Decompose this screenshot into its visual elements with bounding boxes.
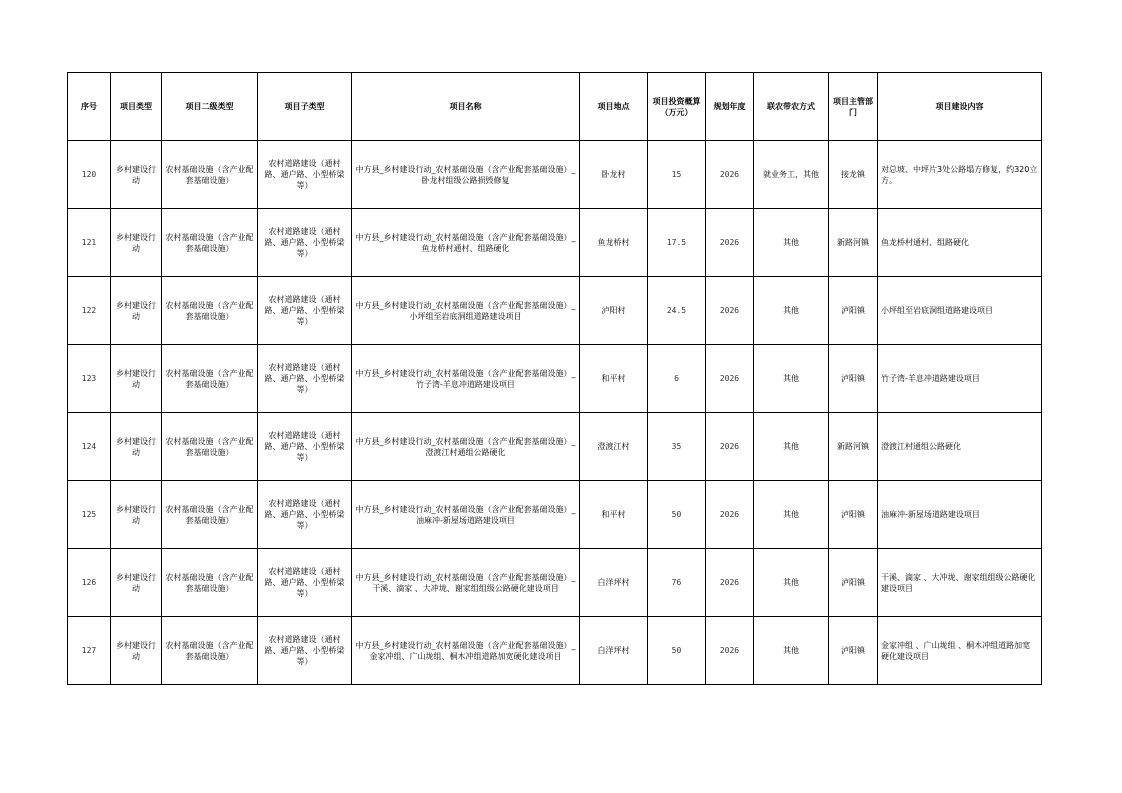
cell-investment: 24.5: [648, 277, 706, 345]
cell-department: 接龙镇: [829, 141, 878, 209]
cell-secondary-type: 农村基础设施（含产业配套基础设施）: [162, 277, 258, 345]
header-index: 序号: [68, 73, 111, 141]
cell-plan-year: 2026: [706, 345, 754, 413]
cell-location: 澄渡江村: [580, 413, 648, 481]
table-row: [68, 413, 1042, 481]
cell-content: 鱼龙桥村通村、组路硬化: [878, 209, 1042, 277]
cell-sub-type: 农村道路建设（通村路、通户路、小型桥梁等）: [258, 209, 352, 277]
cell-investment: 15: [648, 141, 706, 209]
cell-content: 澄渡江村通组公路硬化: [878, 413, 1042, 481]
cell-sub-type: 农村道路建设（通村路、通户路、小型桥梁等）: [258, 549, 352, 617]
cell-project-name: 中方县_乡村建设行动_农村基础设施（含产业配套基础设施）_竹子湾-羊息冲道路建设项目: [352, 345, 580, 413]
cell-project-type: 乡村建设行动: [111, 549, 162, 617]
cell-project-name: 中方县_乡村建设行动_农村基础设施（含产业配套基础设施）_鱼龙桥村通村、组路硬化: [352, 209, 580, 277]
cell-index: 127: [68, 617, 111, 685]
cell-department: 泸阳镇: [829, 617, 878, 685]
cell-farmer-link: 其他: [754, 413, 829, 481]
cell-plan-year: 2026: [706, 481, 754, 549]
table-row: [68, 209, 1042, 277]
cell-content: 金家冲组 、广山垅组 、桐木冲组道路加宽硬化建设项目: [878, 617, 1042, 685]
table-row: [68, 617, 1042, 685]
project-table: [67, 72, 1042, 685]
cell-department: 新路河镇: [829, 209, 878, 277]
header-department: 项目主管部门: [829, 73, 878, 141]
cell-secondary-type: 农村基础设施（含产业配套基础设施）: [162, 617, 258, 685]
table-row: [68, 141, 1042, 209]
cell-project-name: 中方县_乡村建设行动_农村基础设施（含产业配套基础设施）_油麻冲-新屋场道路建设项目: [352, 481, 580, 549]
cell-department: 泸阳镇: [829, 277, 878, 345]
cell-location: 白洋坪村: [580, 549, 648, 617]
cell-content: 干溪、滴家 、大冲垅、谢家组组级公路硬化建设项目: [878, 549, 1042, 617]
cell-sub-type: 农村道路建设（通村路、通户路、小型桥梁等）: [258, 617, 352, 685]
cell-farmer-link: 其他: [754, 481, 829, 549]
cell-content: 对总坡、中坪片3处公路塌方修复，约320立方。: [878, 141, 1042, 209]
cell-sub-type: 农村道路建设（通村路、通户路、小型桥梁等）: [258, 345, 352, 413]
header-row: [68, 73, 1042, 141]
cell-project-name: 中方县_乡村建设行动_农村基础设施（含产业配套基础设施）_金家冲组、广山垅组、桐木冲组道路加宽硬化建设项目: [352, 617, 580, 685]
table-row: [68, 277, 1042, 345]
header-plan-year: 规划年度: [706, 73, 754, 141]
cell-project-name: 中方县_乡村建设行动_农村基础设施（含产业配套基础设施）_澄渡江村通组公路硬化: [352, 413, 580, 481]
cell-secondary-type: 农村基础设施（含产业配套基础设施）: [162, 141, 258, 209]
cell-project-name: 中方县_乡村建设行动_农村基础设施（含产业配套基础设施）_卧龙村组级公路损毁修复: [352, 141, 580, 209]
cell-sub-type: 农村道路建设（通村路、通户路、小型桥梁等）: [258, 141, 352, 209]
cell-content: 竹子湾-羊息冲道路建设项目: [878, 345, 1042, 413]
cell-secondary-type: 农村基础设施（含产业配套基础设施）: [162, 209, 258, 277]
cell-plan-year: 2026: [706, 277, 754, 345]
cell-location: 鱼龙桥村: [580, 209, 648, 277]
cell-farmer-link: 其他: [754, 277, 829, 345]
cell-department: 泸阳镇: [829, 549, 878, 617]
cell-location: 和平村: [580, 345, 648, 413]
cell-project-type: 乡村建设行动: [111, 413, 162, 481]
cell-investment: 50: [648, 481, 706, 549]
table-row: [68, 345, 1042, 413]
cell-project-type: 乡村建设行动: [111, 617, 162, 685]
cell-sub-type: 农村道路建设（通村路、通户路、小型桥梁等）: [258, 277, 352, 345]
header-content: 项目建设内容: [878, 73, 1042, 141]
cell-project-name: 中方县_乡村建设行动_农村基础设施（含产业配套基础设施）_干溪、滴家 、大冲垅、谢家组组级公路硬化建设项目: [352, 549, 580, 617]
header-secondary-type: 项目二级类型: [162, 73, 258, 141]
cell-location: 泸阳村: [580, 277, 648, 345]
cell-secondary-type: 农村基础设施（含产业配套基础设施）: [162, 549, 258, 617]
cell-department: 新路河镇: [829, 413, 878, 481]
cell-plan-year: 2026: [706, 617, 754, 685]
cell-content: 油麻冲-新屋场道路建设项目: [878, 481, 1042, 549]
cell-project-type: 乡村建设行动: [111, 141, 162, 209]
header-project-name: 项目名称: [352, 73, 580, 141]
cell-investment: 35: [648, 413, 706, 481]
cell-farmer-link: 其他: [754, 617, 829, 685]
cell-index: 125: [68, 481, 111, 549]
cell-sub-type: 农村道路建设（通村路、通户路、小型桥梁等）: [258, 481, 352, 549]
table-row: [68, 481, 1042, 549]
cell-project-type: 乡村建设行动: [111, 277, 162, 345]
cell-secondary-type: 农村基础设施（含产业配套基础设施）: [162, 345, 258, 413]
header-farmer-link: 联农带农方式: [754, 73, 829, 141]
cell-plan-year: 2026: [706, 209, 754, 277]
cell-index: 126: [68, 549, 111, 617]
header-location: 项目地点: [580, 73, 648, 141]
cell-secondary-type: 农村基础设施（含产业配套基础设施）: [162, 481, 258, 549]
cell-index: 124: [68, 413, 111, 481]
cell-project-name: 中方县_乡村建设行动_农村基础设施（含产业配套基础设施）_小坪组至岩底洞组道路建设项目: [352, 277, 580, 345]
cell-project-type: 乡村建设行动: [111, 345, 162, 413]
cell-plan-year: 2026: [706, 141, 754, 209]
cell-investment: 76: [648, 549, 706, 617]
header-investment: 项目投资概算（万元）: [648, 73, 706, 141]
header-project-type: 项目类型: [111, 73, 162, 141]
cell-department: 泸阳镇: [829, 345, 878, 413]
cell-index: 122: [68, 277, 111, 345]
cell-plan-year: 2026: [706, 549, 754, 617]
cell-farmer-link: 就业务工，其他: [754, 141, 829, 209]
cell-farmer-link: 其他: [754, 549, 829, 617]
cell-project-type: 乡村建设行动: [111, 481, 162, 549]
cell-department: 泸阳镇: [829, 481, 878, 549]
cell-investment: 17.5: [648, 209, 706, 277]
cell-location: 白洋坪村: [580, 617, 648, 685]
cell-location: 卧龙村: [580, 141, 648, 209]
cell-farmer-link: 其他: [754, 209, 829, 277]
cell-content: 小坪组至岩底洞组道路建设项目: [878, 277, 1042, 345]
cell-location: 和平村: [580, 481, 648, 549]
header-sub-type: 项目子类型: [258, 73, 352, 141]
table-row: [68, 549, 1042, 617]
cell-index: 123: [68, 345, 111, 413]
cell-farmer-link: 其他: [754, 345, 829, 413]
cell-project-type: 乡村建设行动: [111, 209, 162, 277]
cell-sub-type: 农村道路建设（通村路、通户路、小型桥梁等）: [258, 413, 352, 481]
cell-investment: 6: [648, 345, 706, 413]
cell-secondary-type: 农村基础设施（含产业配套基础设施）: [162, 413, 258, 481]
cell-investment: 50: [648, 617, 706, 685]
cell-index: 120: [68, 141, 111, 209]
cell-index: 121: [68, 209, 111, 277]
cell-plan-year: 2026: [706, 413, 754, 481]
